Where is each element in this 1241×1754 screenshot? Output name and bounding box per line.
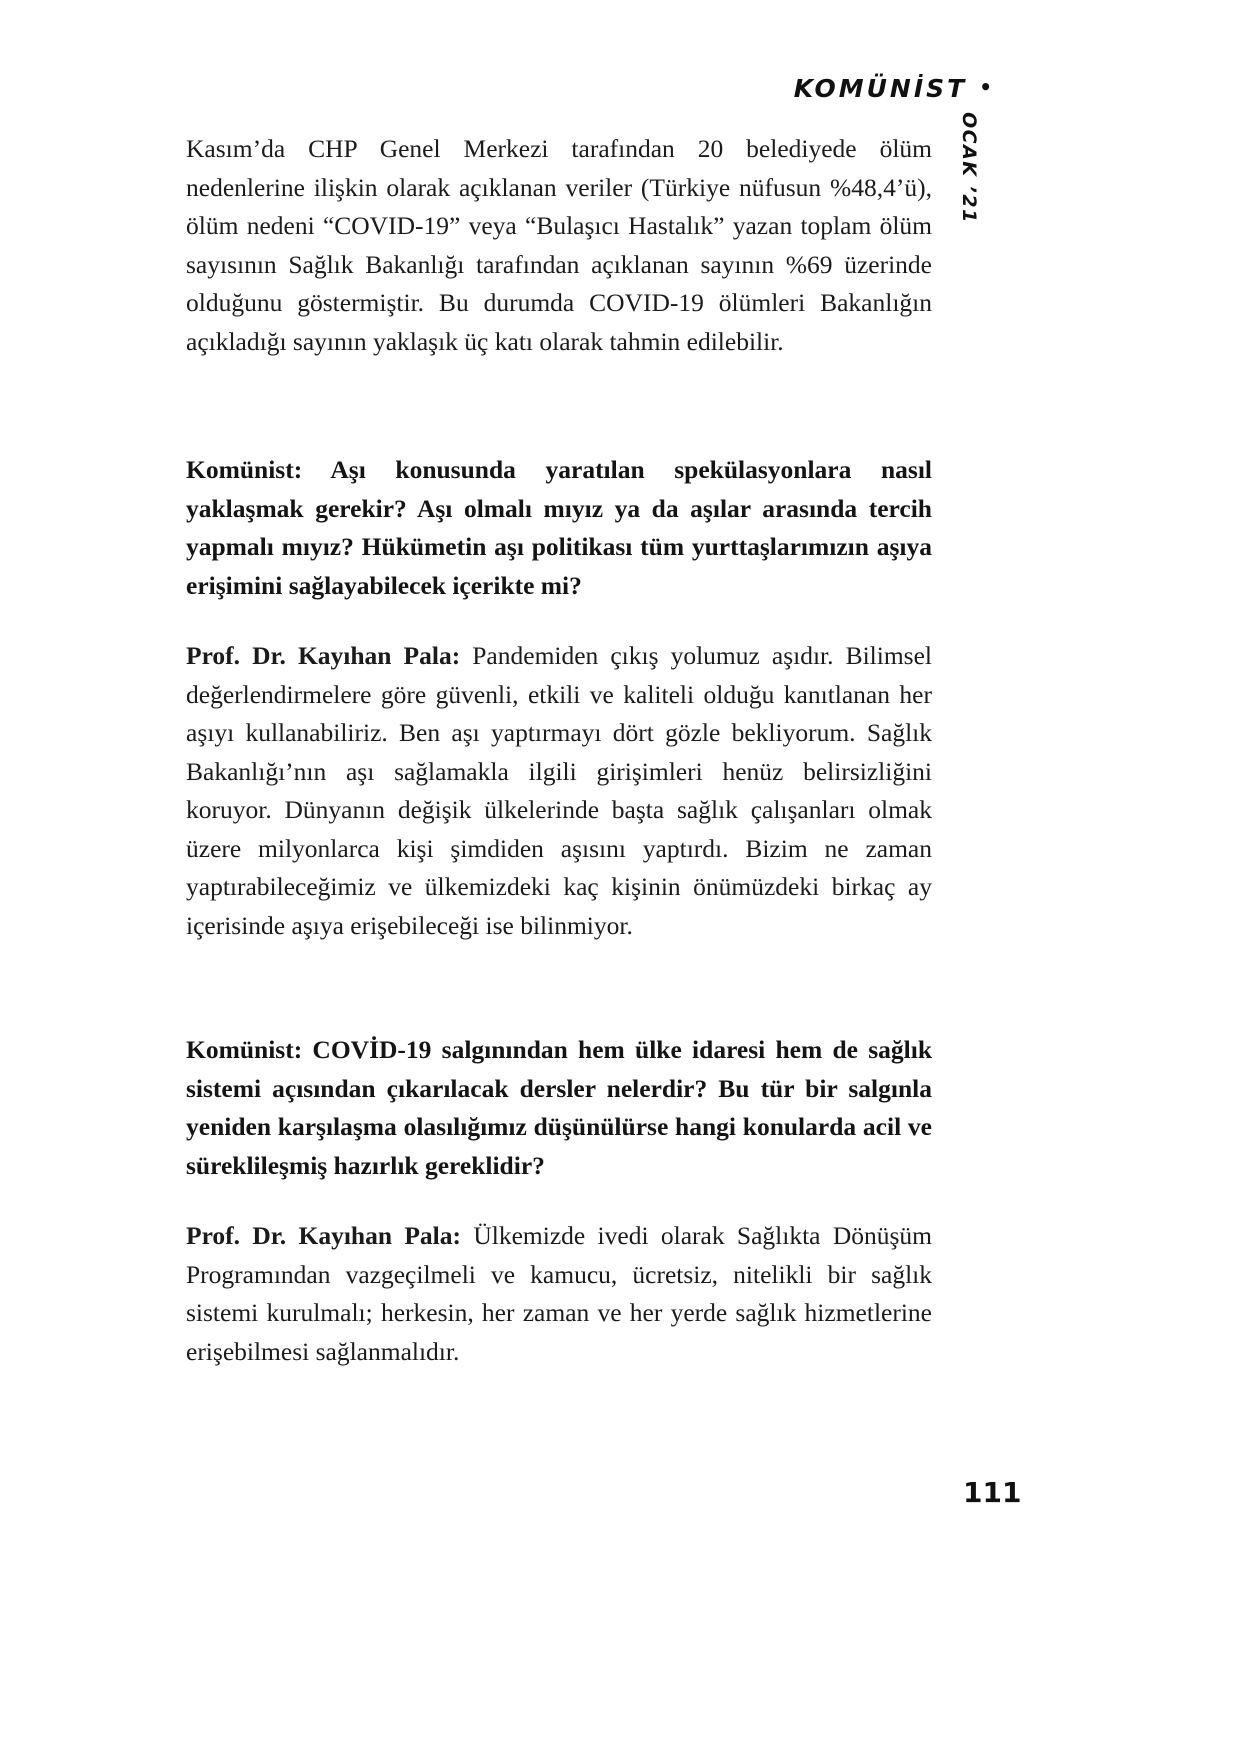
interview-question-2: Komünist: COVİD-19 salgınından hem ülke idaresi hem de sağlık sistemi açısından çıkarılacak dersler nelerdir? Bu tür bir salgınla yeniden karşılaşma olasılığımız düşünülürse hangi konularda acil ve süreklileşmiş hazırlık gereklidir? — [186, 1035, 932, 1180]
answer-1-speaker: Prof. Dr. Kayıhan Pala: — [186, 641, 461, 670]
page-header — [794, 74, 992, 103]
magazine-title: KOMÜNİST — [793, 74, 968, 103]
answer-2-text: Ülkemizde ivedi olarak Sağlıkta Dönüşüm Programından vazgeçilmeli ve kamucu, ücretsiz, nitelikli bir sağlık sistemi kurulmalı; herkesin, her zaman ve her yerde sağlık hizmetlerine erişebilmesi sağlanmalıdır. — [186, 1221, 932, 1366]
page-number: 111 — [963, 1476, 1022, 1509]
answer-1-text: Pandemiden çıkış yolumuz aşıdır. Bilimsel değerlendirmelere göre güvenli, etkili ve kaliteli olduğu kanıtlanan her aşıyı kullanabiliriz. Ben aşı yaptırmayı dört gözle bekliyorum. Sağlık Bakanlığı’nın aşı sağlamakla ilgili girişimleri henüz belirsizliğini koruyor. Dünyanın değişik ülkelerinde başta sağlık çalışanları olmak üzere milyonlarca kişi şimdiden aşısını yaptırdı. Bizim ne zaman yaptırabileceğimiz ve ülkemizdeki kaç kişinin önümüzdeki birkaç ay içerisinde aşıya erişebileceği ise bilinmiyor. — [186, 641, 932, 940]
interview-answer-2 — [186, 1217, 932, 1371]
issue-date-label: OCAK ’21 — [958, 112, 980, 224]
interview-question-1: Komünist: Aşı konusunda yaratılan spekülasyonlara nasıl yaklaşmak gerekir? Aşı olmalı mıyız ya da aşılar arasında tercih yapmalı mıyız? Hükümetin aşı politikası tüm yurttaşlarımızın aşıya erişimini sağlayabilecek içerikte mi? — [186, 455, 932, 600]
interview-answer-1 — [186, 637, 932, 945]
answer-2-speaker: Prof. Dr. Kayıhan Pala: — [186, 1221, 462, 1250]
intro-paragraph: Kasım’da CHP Genel Merkezi tarafından 20 belediyede ölüm nedenlerine ilişkin olarak açıklanan veriler (Türkiye nüfusun %48,4’ü), ölüm nedeni “COVID-19” veya “Bulaşıcı Hastalık” yazan toplam ölüm sayısının Sağlık Bakanlığı tarafından açıklanan sayının %69 üzerinde olduğunu göstermiştir. Bu durumda COVID-19 ölümleri Bakanlığın açıkladığı sayının yaklaşık üç katı olarak tahmin edilebilir. — [186, 134, 932, 356]
text-column — [186, 130, 932, 1371]
bullet-icon: • — [979, 74, 992, 99]
